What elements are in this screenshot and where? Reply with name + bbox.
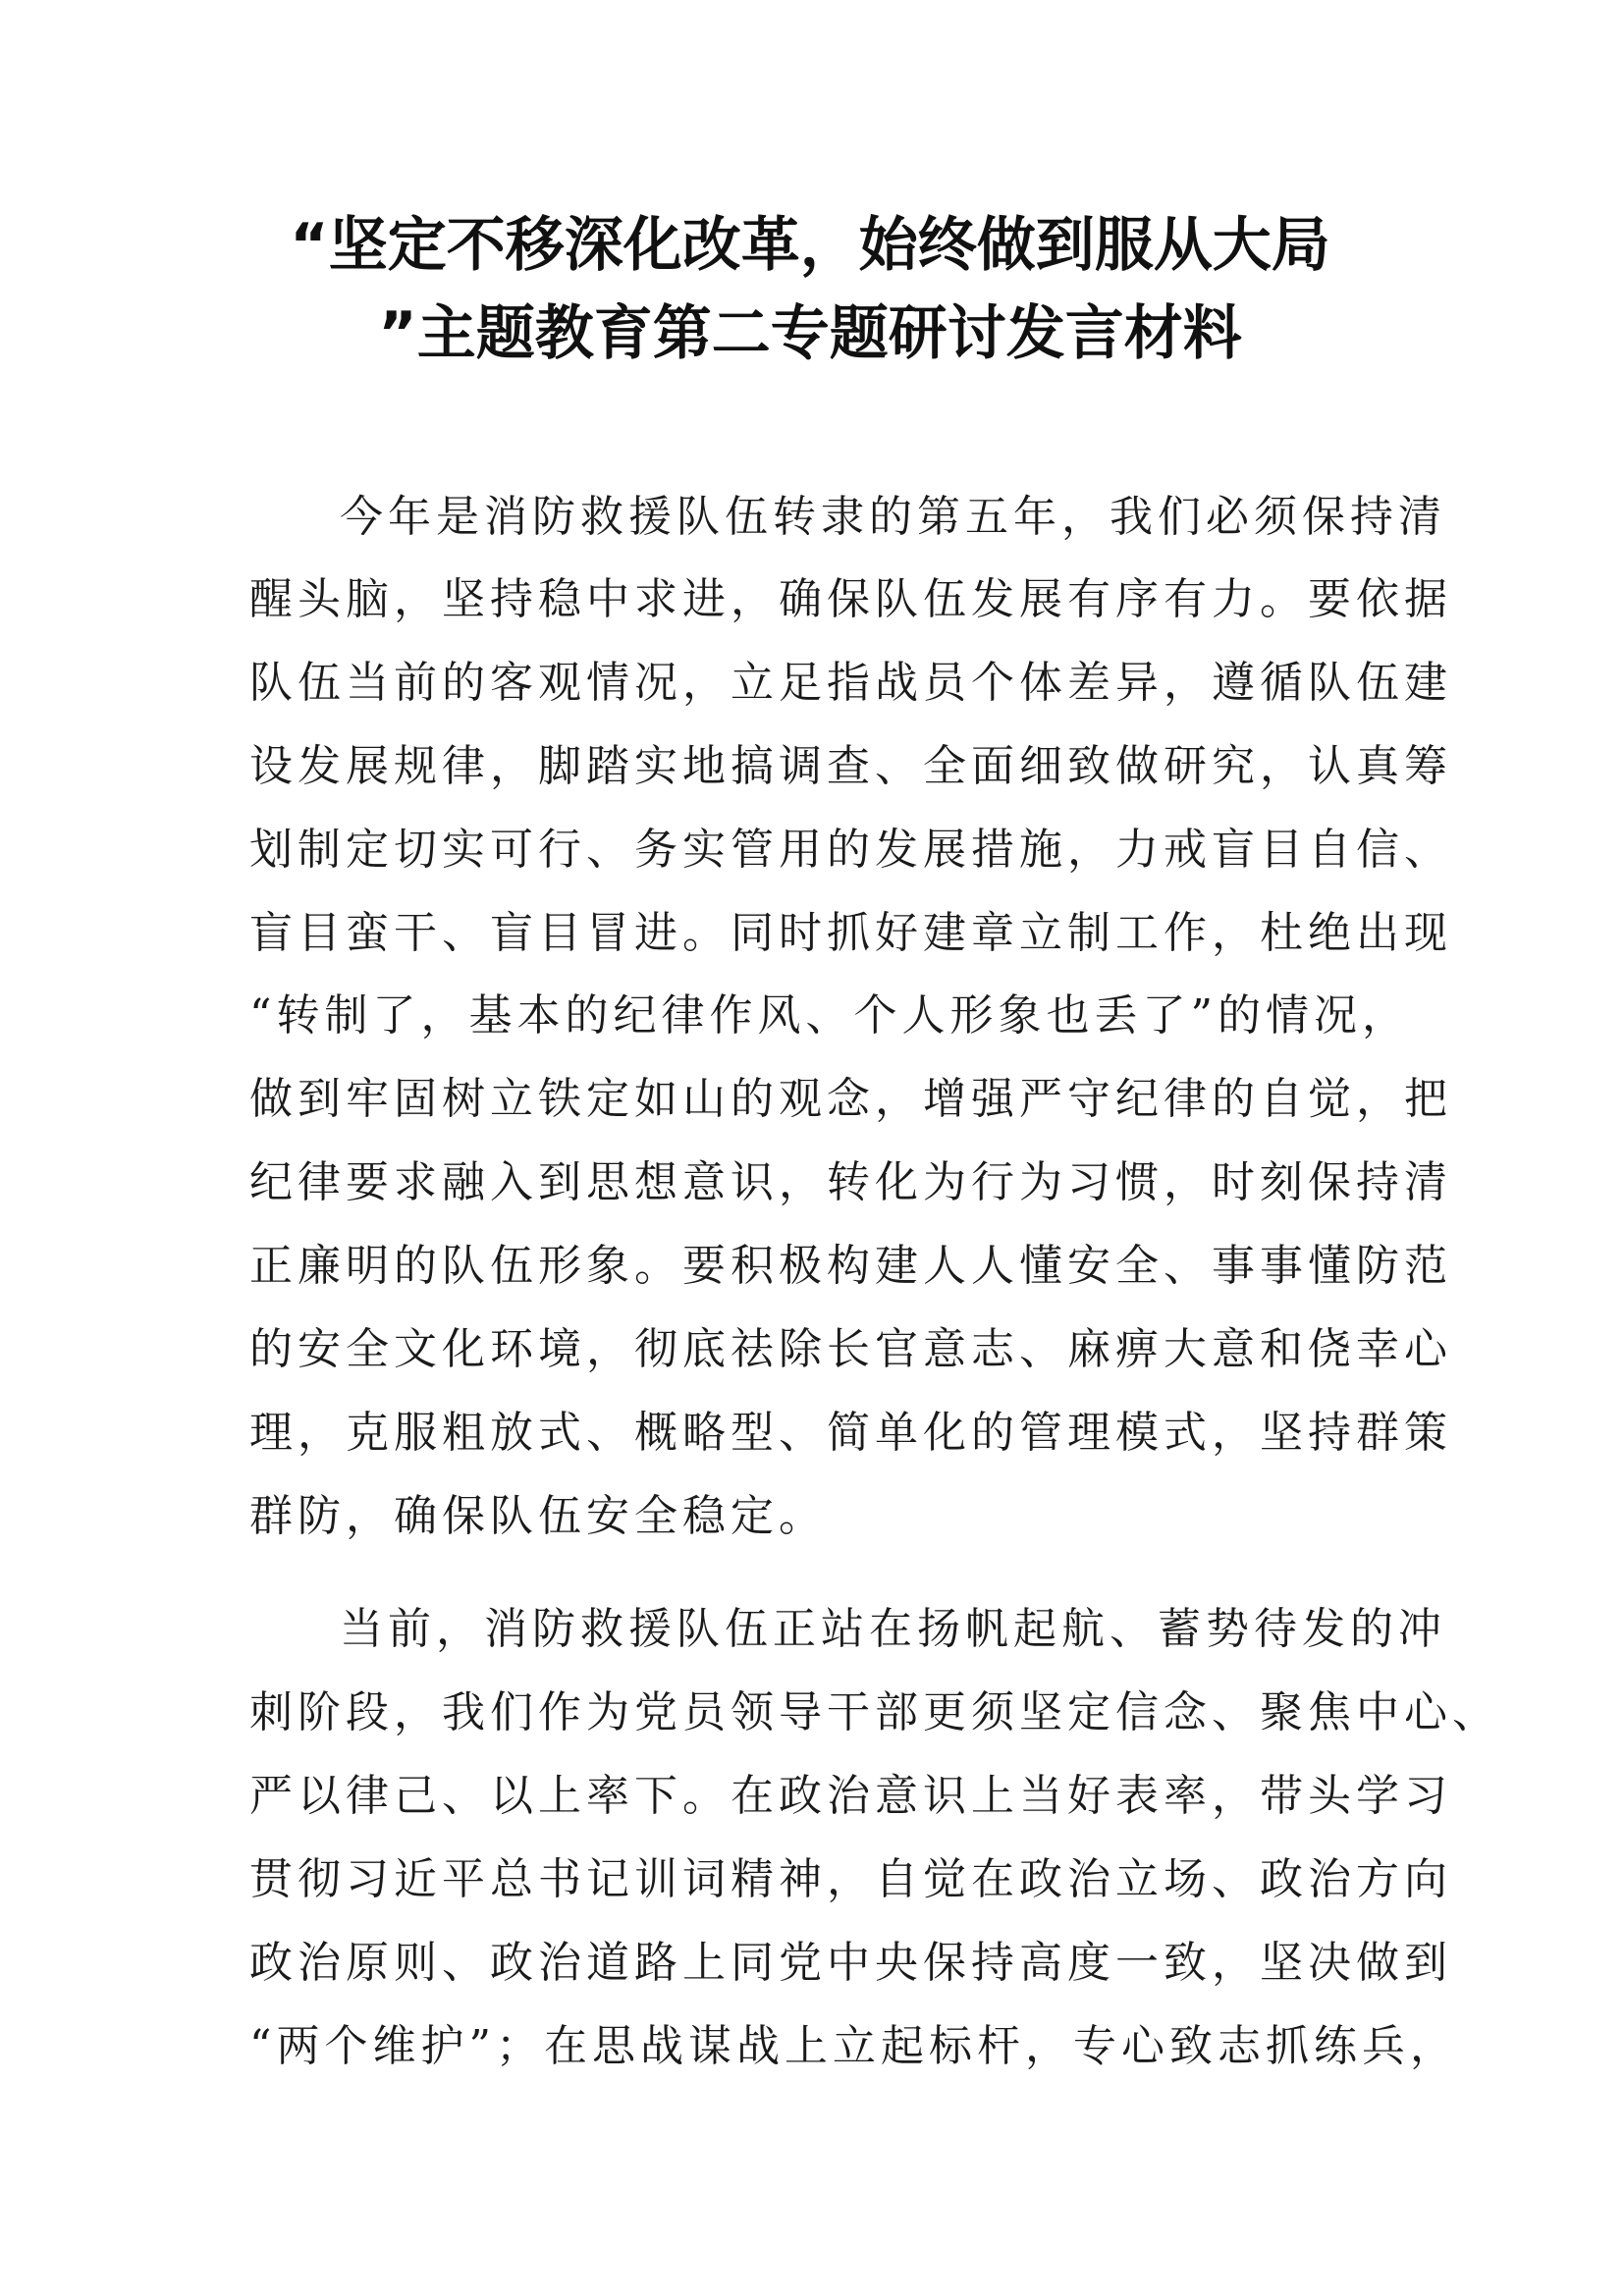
title-line-1: “坚定不移深化改革，始终做到服从大局	[290, 211, 1330, 280]
paragraph-1-line: 群防，确保队伍安全稳定。	[249, 1491, 827, 1541]
paragraph-1-line: 盲目蛮干、盲目冒进。同时抓好建章立制工作，杜绝出现	[249, 908, 1452, 958]
paragraph-2-line: 严以律己、以上率下。在政治意识上当好表率，带头学习	[249, 1771, 1452, 1821]
paragraph-2-line: “两个维护”；在思战谋战上立起标杆，专心致志抓练兵，	[249, 2021, 1458, 2071]
paragraph-1-line: 理，克服粗放式、概略型、简单化的管理模式，坚持群策	[249, 1408, 1452, 1458]
paragraph-2-line: 贯彻习近平总书记训词精神，自觉在政治立场、政治方向	[249, 1854, 1452, 1904]
title-line-2: ”主题教育第二专题研讨发言材料	[378, 299, 1242, 368]
paragraph-1-line: “转制了，基本的纪律作风、个人形象也丢了”的情况，	[249, 990, 1410, 1041]
paragraph-1-line: 纪律要求融入到思想意识，转化为行为习惯，时刻保持清	[249, 1157, 1452, 1207]
paragraph-2-line: 政治原则、政治道路上同党中央保持高度一致，坚决做到	[249, 1938, 1452, 1988]
paragraph-2-line: 当前，消防救援队伍正站在扬帆起航、蓄势待发的冲	[340, 1604, 1446, 1654]
paragraph-1-line: 正廉明的队伍形象。要积极构建人人懂安全、事事懂防范	[249, 1241, 1452, 1291]
paragraph-1-line: 划制定切实可行、务实管用的发展措施，力戒盲目自信、	[249, 825, 1452, 875]
paragraph-1-line: 设发展规律，脚踏实地搞调查、全面细致做研究，认真筹	[249, 741, 1452, 791]
paragraph-1-line: 醒头脑，坚持稳中求进，确保队伍发展有序有力。要依据	[249, 574, 1452, 624]
paragraph-1-line: 的安全文化环境，彻底祛除长官意志、麻痹大意和侥幸心	[249, 1324, 1452, 1374]
paragraph-1-line: 今年是消防救援队伍转隶的第五年，我们必须保持清	[340, 492, 1446, 542]
paragraph-2-line: 刺阶段，我们作为党员领导干部更须坚定信念、聚焦中心、	[249, 1687, 1500, 1737]
paragraph-1-line: 做到牢固树立铁定如山的观念，增强严守纪律的自觉，把	[249, 1074, 1452, 1124]
paragraph-1-line: 队伍当前的客观情况，立足指战员个体差异，遵循队伍建	[249, 658, 1452, 708]
document-title	[226, 201, 1394, 378]
